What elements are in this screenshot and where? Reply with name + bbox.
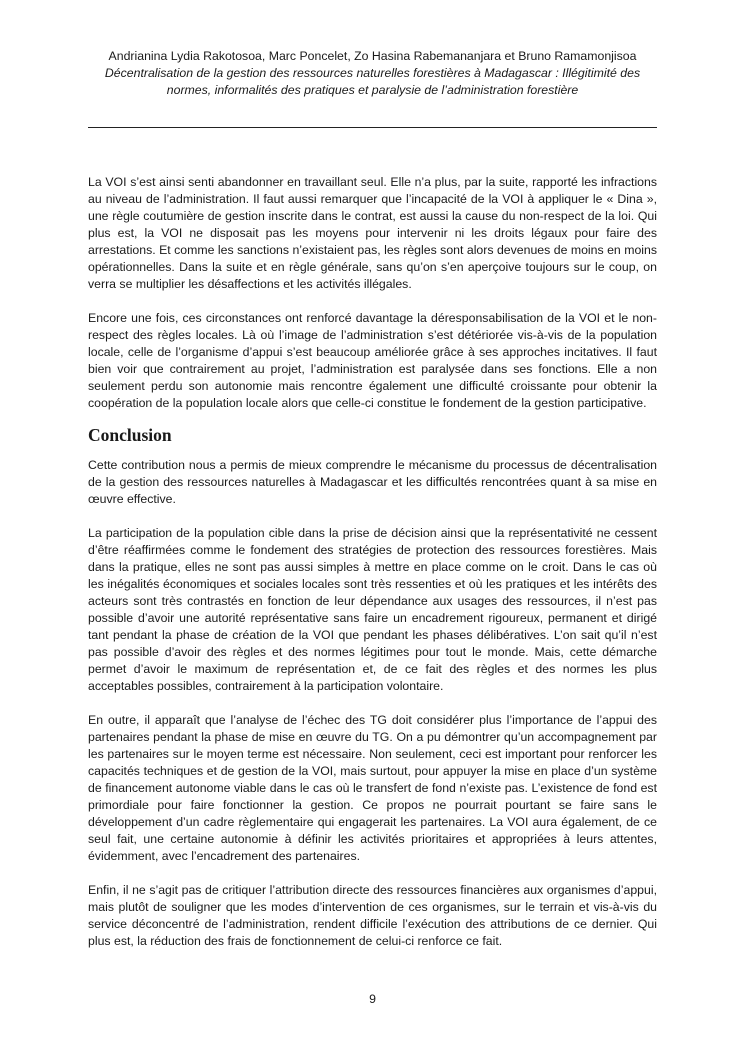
page-number: 9 [369, 992, 376, 1006]
header-authors: Andrianina Lydia Rakotosoa, Marc Poncelet, Zo Hasina Rabemananjara et Bruno Ramamonjisoa [108, 49, 637, 63]
header-article-title: Décentralisation de la gestion des ressources naturelles forestières à Madagascar : Illégitimité des normes, informalités des pratiques et paralysie de l’administration forestière [104, 66, 641, 97]
header-divider [88, 127, 657, 128]
section-heading-conclusion: Conclusion [88, 425, 172, 445]
body-paragraph: Enfin, il ne s’agit pas de critiquer l’attribution directe des ressources financières aux organismes d’appui, mais plutôt de souligner que les modes d’intervention de ces organismes, sur le terrain et vis-à-vis du service déconcentré de l’administration, rendent difficile l’exécution des attributions de ce dernier. Qui plus est, la réduction des frais de fonctionnement de celui-ci renforce ce fait. [88, 883, 657, 948]
body-paragraph: Encore une fois, ces circonstances ont renforcé davantage la déresponsabilisation de la VOI et le non-respect des règles locales. Là où l’image de l’administration s’est détériorée vis-à-vis de la population locale, celle de l’organisme d’appui s’est beaucoup améliorée grâce à ses approches incitatives. Il faut bien voir que contrairement au projet, l’administration est paralysée dans ses fonctions. Elle a non seulement perdu son autonomie mais rencontre également une difficulté croissante pour obtenir la coopération de la population locale alors que celle-ci constitue le fondement de la gestion participative. [88, 311, 657, 410]
article-body [88, 174, 657, 967]
body-paragraph: La participation de la population cible dans la prise de décision ainsi que la représentativité ne cessent d’être réaffirmées comme le fondement des stratégies de protection des ressources forestières. Mais dans la pratique, elles ne sont pas aussi simples à mettre en place comme on le croit. Dans le cas où les inégalités économiques et sociales locales sont très ressenties et où les pratiques et les intérêts des acteurs sont très contrastés en fonction de leur dépendance aux usages des ressources, il n’est pas possible d’avoir une autorité représentative sans faire un encadrement rigoureux, permanent et dirigé tant pendant la phase de création de la VOI que pendant les phases délibératives. L’on sait qu’il n’est pas possible d’avoir des règles et des normes légitimes pour tout le monde. Mais, cette démarche permet d’avoir le maximum de représentation et, de ce fait des règles et des normes les plus acceptables possibles, contrairement à la participation volontaire. [88, 526, 657, 693]
body-paragraph: La VOI s’est ainsi senti abandonner en travaillant seul. Elle n’a plus, par la suite, rapporté les infractions au niveau de l’administration. Il faut aussi remarquer que l’incapacité de la VOI à appliquer le « Dina », une règle coutumière de gestion inscrite dans le contrat, est aussi la cause du non-respect de la loi. Qui plus est, la VOI ne disposait pas les moyens pour intervenir ni les droits légaux pour faire des arrestations. Et comme les sanctions n’existaient pas, les règles sont alors devenues de moins en moins opérationnelles. Dans la suite et en règle générale, sans qu’on s’en aperçoive toujours sur le coup, on verra se multiplier les désaffections et les activités illégales. [88, 175, 657, 291]
body-paragraph: En outre, il apparaît que l’analyse de l’échec des TG doit considérer plus l’importance de l’appui des partenaires pendant la phase de mise en œuvre du TG. On a pu démontrer qu’un accompagnement par les partenaires sur le moyen terme est nécessaire. Non seulement, ceci est important pour renforcer les capacités techniques et de gestion de la VOI, mais surtout, pour appuyer la mise en place d’un système de financement autonome viable dans le cas où le transfert de fond n’existe pas. L’existence de fond est primordiale pour faire fonctionner la gestion. Ce propos ne pourrait pourtant se faire sans le développement d’un cadre règlementaire qui engagerait les partenaires. La VOI aura également, de ce seul fait, une certaine autonomie à définir les activités prioritaires et appropriées à leurs attentes, évidemment, avec l’encadrement des partenaires. [88, 713, 657, 863]
body-paragraph: Cette contribution nous a permis de mieux comprendre le mécanisme du processus de décentralisation de la gestion des ressources naturelles à Madagascar et les difficultés rencontrées quant à sa mise en œuvre effective. [88, 458, 657, 506]
running-header [88, 48, 657, 99]
